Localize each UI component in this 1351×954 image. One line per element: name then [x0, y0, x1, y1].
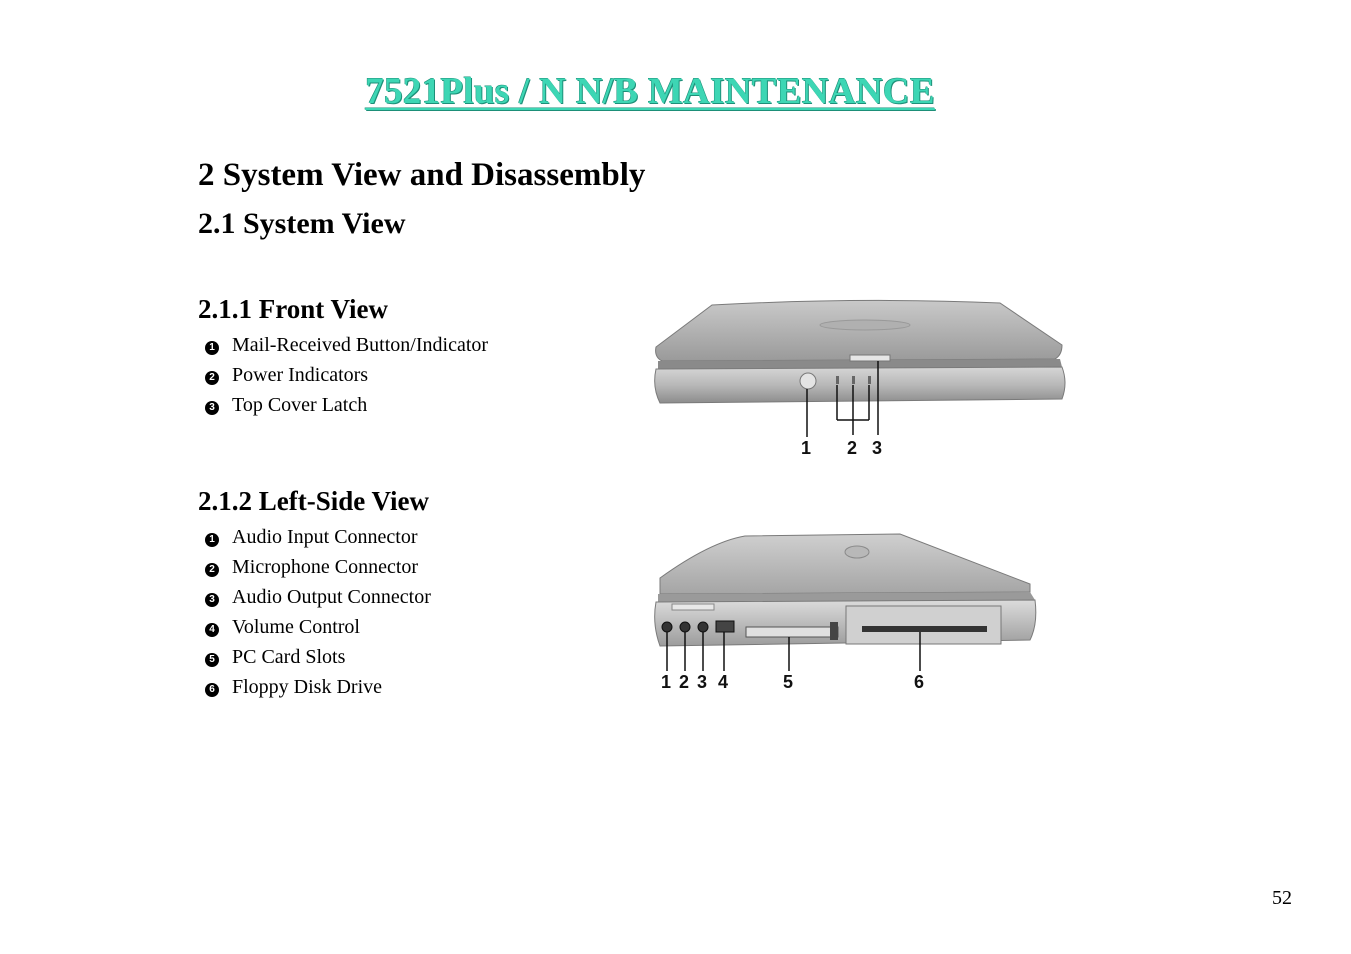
number-bullet-icon: 3	[205, 401, 219, 415]
number-bullet-icon: 3	[205, 593, 219, 607]
callout-label: 1	[801, 438, 812, 458]
callout-label: 2	[679, 672, 690, 692]
callout-label: 2	[847, 438, 858, 458]
list-item-label: Floppy Disk Drive	[232, 676, 382, 698]
list-item	[205, 390, 488, 420]
callout-label: 5	[783, 672, 794, 692]
list-item	[205, 330, 488, 360]
document-title: 7521Plus / N N/B MAINTENANCE	[365, 71, 935, 112]
front-view-heading: 2.1.1 Front View	[198, 294, 388, 324]
list-item	[205, 552, 431, 582]
number-bullet-icon: 2	[205, 563, 219, 577]
callout-label: 3	[697, 672, 708, 692]
chapter-heading: 2 System View and Disassembly	[198, 157, 646, 193]
number-bullet-icon: 1	[205, 533, 219, 547]
list-item-label: Power Indicators	[232, 364, 369, 386]
left-view-list	[205, 522, 431, 702]
callout-label: 6	[914, 672, 925, 692]
list-item-label: Volume Control	[232, 616, 360, 638]
list-item-label: Audio Input Connector	[232, 526, 418, 548]
list-item	[205, 672, 431, 702]
list-item	[205, 360, 488, 390]
number-bullet-icon: 2	[205, 371, 219, 385]
list-item	[205, 642, 431, 672]
number-bullet-icon: 4	[205, 623, 219, 637]
number-bullet-icon: 6	[205, 683, 219, 697]
front-view-laptop-illustration	[650, 295, 1075, 460]
page-number: 52	[1272, 887, 1292, 909]
list-item-label: Top Cover Latch	[232, 394, 368, 416]
section-heading: 2.1 System View	[198, 207, 406, 240]
callout-label: 3	[872, 438, 883, 458]
left-side-view-laptop-illustration	[650, 528, 1045, 693]
list-item-label: Audio Output Connector	[232, 586, 431, 608]
list-item	[205, 582, 431, 612]
list-item	[205, 522, 431, 552]
callout-label: 1	[661, 672, 672, 692]
left-view-heading: 2.1.2 Left-Side View	[198, 486, 429, 516]
number-bullet-icon: 5	[205, 653, 219, 667]
list-item-label: Microphone Connector	[232, 556, 419, 578]
front-view-list	[205, 330, 488, 420]
number-bullet-icon: 1	[205, 341, 219, 355]
list-item	[205, 612, 431, 642]
callout-label: 4	[718, 672, 729, 692]
list-item-label: PC Card Slots	[232, 646, 346, 668]
list-item-label: Mail-Received Button/Indicator	[232, 334, 489, 356]
